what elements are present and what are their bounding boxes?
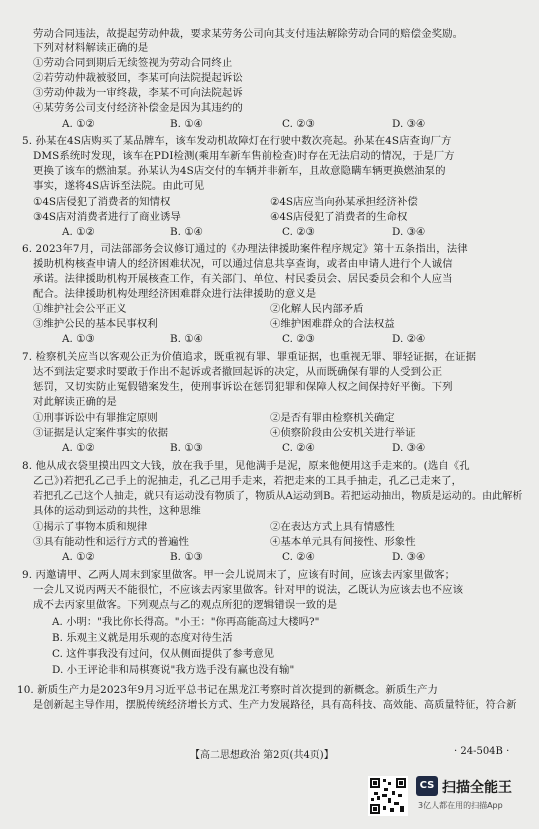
text-line: 下列对材料解读正确的是: [33, 42, 149, 54]
question-9: 9. 丙邀请甲、乙两人周末到家里做客。甲一会儿说周末了，应该有时间，应该去丙家里做客；: [22, 569, 456, 581]
watermark-tagline: 3亿人都在用的扫描App: [418, 801, 503, 810]
option-4: ④4S店侵犯了消费者的生命权: [270, 211, 408, 223]
choice-a: A. ①③: [62, 333, 95, 345]
option-3: ③具有能动性和运行方式的普遍性: [33, 536, 189, 548]
choice-b: B. ①③: [170, 551, 203, 563]
camscanner-logo: CS: [416, 776, 438, 796]
text-line: 具体的运动到运动的共性，这种思维: [33, 505, 201, 517]
choice-b: B. ①③: [170, 442, 203, 454]
text-line: ④某劳务公司支付经济补偿金是因为其违约的: [33, 102, 243, 114]
text-line: 配合。法律援助机构处理经济困难群众进行法律援助的意义是: [33, 288, 317, 300]
text-line: 更换了该车的燃油泵。孙某认为4S店交付的车辆并非新车，且故意隐瞒车辆更换燃油泵的: [33, 165, 446, 177]
choice-a: A. ①②: [62, 118, 95, 130]
choice-a: A. ①②: [62, 551, 95, 563]
text-line: 劳动合同违法，故提起劳动仲裁，要求某劳务公司向其支付违法解除劳动合同的赔偿金奖励。: [33, 28, 464, 40]
option-3: ③证据是认定案件事实的依据: [33, 427, 169, 439]
option-3: ③4S店对消费者进行了商业诱导: [33, 211, 181, 223]
choice-d: D. ③④: [392, 551, 426, 563]
text-line: ①劳动合同到期后无续签视为劳动合同终止: [33, 57, 233, 69]
text-line: 对此解读正确的是: [33, 396, 117, 408]
option-1: ①维护社会公平正义: [33, 303, 127, 315]
footer-code: · 24-504B ·: [454, 746, 510, 757]
choice-b: B. ①④: [170, 226, 203, 238]
option-1: ①4S店侵犯了消费者的知情权: [33, 196, 171, 208]
watermark-brand: 扫描全能王: [442, 780, 512, 796]
option-2: ②是否有罪由检察机关确定: [270, 412, 395, 424]
choice-d: D. ②④: [392, 333, 426, 345]
choice-b: B. ①④: [170, 118, 203, 130]
option-3: ③维护公民的基本民事权利: [33, 318, 158, 330]
option-2: ②在表达方式上具有情感性: [270, 521, 395, 533]
text-line: 乙己》)若把孔乙己手上的泥抽走，孔乙己用手走来，若把走来的工具手抽走，孔乙己走来了，: [33, 475, 463, 487]
option-1: ①刑事诉讼中有罪推定原则: [33, 412, 158, 424]
question-10: 10. 新质生产力是2023年9月习近平总书记在黑龙江考察时首次提到的新概念。新质生产力: [17, 684, 438, 696]
option-4: ④维护困难群众的合法权益: [270, 318, 395, 330]
text-line: DMS系统时发现，该车在PDI检测(乘用车新车售前检查)时存在无法启动的情况，于是厂方: [33, 150, 455, 162]
choice-b: B. ①④: [170, 333, 203, 345]
choice-c: C. 这件事我没有过问，仅从侧面提供了参考意见: [52, 648, 274, 660]
choice-d: D. 小王评论非和局棋赛说"我方选手没有赢也没有输": [52, 664, 295, 676]
text-line: 事实，遂将4S店诉至法院。由此可见: [33, 180, 205, 192]
choice-d: D. ③④: [392, 442, 426, 454]
question-6: 6. 2023年7月，司法部部务会议修订通过的《办理法律援助案件程序规定》第十五条指出，法律: [22, 243, 468, 255]
option-2: ②4S店应当向孙某承担经济补偿: [270, 196, 418, 208]
choice-d: D. ③④: [392, 226, 426, 238]
choice-a: A. 小明："我比你长得高。"小王："你再高能高过大楼吗?": [52, 616, 320, 628]
choice-a: A. ①②: [62, 226, 95, 238]
text-line: 若把孔乙己这个人抽走，就只有运动没有物质了，物质从A运动到B。若把运动抽出，物质是运动的。由此解析: [33, 491, 523, 502]
text-line: 惩罚，又切实防止冤假错案发生，使刑事诉讼在惩罚犯罪和保障人权之间保持好平衡。下列: [33, 381, 453, 393]
choice-c: C. ②④: [282, 551, 315, 563]
text-line: 一会儿又说丙两天不能很忙，不应该去丙家里做客。针对甲的说法，乙既认为应该去也不应该: [33, 584, 464, 596]
qr-code-icon: [368, 776, 408, 816]
option-2: ②化解人民内部矛盾: [270, 303, 364, 315]
question-8: 8. 他从成衣袋里摸出四文大钱，放在我手里，见他满手是泥，原来他便用这手走来的。(选自《孔: [22, 460, 470, 472]
choice-c: C. ②③: [282, 226, 315, 238]
text-line: 承诺。法律援助机构开展核查工作，有关部门、单位、村民委员会、居民委员会和个人应当: [33, 273, 453, 285]
text-line: 援助机构核查申请人的经济困难状况，可以通过信息共享查询，或者由申请人进行个人诚信: [33, 258, 453, 270]
text-line: ③劳动仲裁为一审终裁，李某不可向法院起诉: [33, 87, 243, 99]
text-line: 成不去丙家里做客。下列观点与乙的观点所犯的逻辑错误一致的是: [33, 599, 338, 611]
text-line: ②若劳动仲裁被驳回，李某可向法院提起诉讼: [33, 72, 243, 84]
option-4: ④基本单元具有间接性、形象性: [270, 536, 416, 548]
choice-b: B. 乐观主义就是用乐观的态度对待生活: [52, 632, 233, 644]
choice-c: C. ②③: [282, 118, 315, 130]
footer-page-info: 【高二思想政治 第2页(共4页)】: [190, 750, 334, 761]
choice-c: C. ②③: [282, 333, 315, 345]
choice-a: A. ①②: [62, 442, 95, 454]
text-line: 是创新起主导作用，摆脱传统经济增长方式、生产力发展路径，具有高科技、高效能、高质量特征，符合新: [33, 700, 517, 711]
option-1: ①揭示了事物本质和规律: [33, 521, 148, 533]
choice-d: D. ③④: [392, 118, 426, 130]
choice-c: C. ②④: [282, 442, 315, 454]
text-line: 达不到法定要求时要敢于作出不起诉或者撤回起诉的决定，从而既确保有罪的人受到公正: [33, 366, 443, 378]
question-7: 7. 检察机关应当以客观公正为价值追求，既重视有罪、罪重证据，也重视无罪、罪轻证据，在证据: [22, 351, 477, 363]
question-5: 5. 孙某在4S店购买了某品牌车，该车发动机故障灯在行驶中数次亮起。孙某在4S店查询厂方: [22, 135, 452, 147]
option-4: ④侦察阶段由公安机关进行举证: [270, 427, 416, 439]
